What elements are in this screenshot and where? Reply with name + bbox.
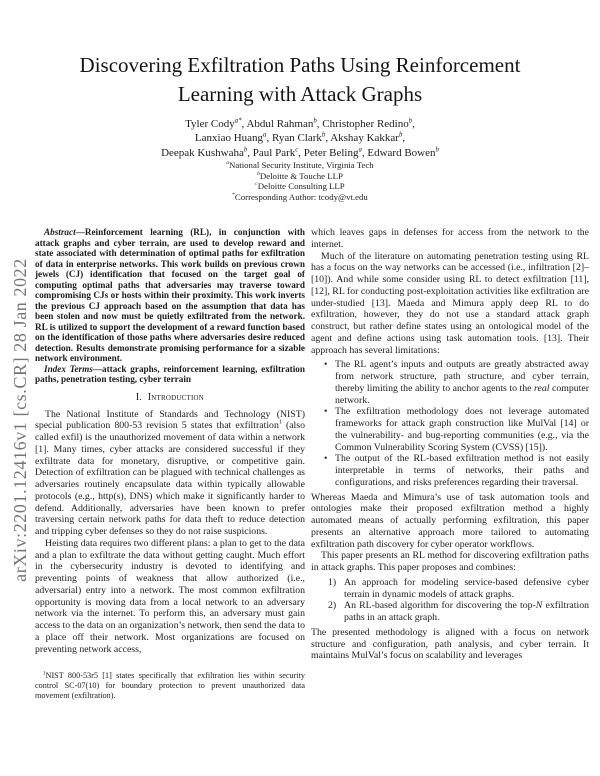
arxiv-watermark: arXiv:2201.12416v1 [cs.CR] 28 Jan 2022 — [10, 258, 30, 582]
limitations-list — [311, 359, 589, 488]
affiliation-line: $^c$Deloitte Consulting LLP — [255, 181, 345, 192]
index-terms: Index Terms—attack graphs, reinforcement learning, exfiltration paths, penetration testing, cyber terrain — [35, 363, 305, 384]
limitation-text: The output of the RL-based exfiltration method is not easily interpretable in terms of networks, their paths and configurations, and risks preferences regarding their traversal. — [335, 453, 589, 488]
section-number: I. — [135, 391, 142, 403]
author-line: Tyler Cody$^{a*}$, Abdul Rahman$^b$, Christopher Redino$^b$, — [185, 117, 415, 130]
footnote: $^1$NIST 800-53r5 [1] states specifically that exfiltration lies within security control SC-07(10) for boundary protection to prevent unauthorized data movement (exfiltration). — [35, 670, 305, 701]
author-list — [80, 117, 520, 160]
contribution-item — [311, 577, 589, 601]
limitation-text: The exfiltration methodology does not leverage automated frameworks for attack graph construction like MulVal [14] or the vulnerability- and bug-reporting communities (e.g., via the Common Vulnerability Scoring System (CVSS) [15]). — [335, 406, 589, 453]
limitation-item — [311, 406, 589, 453]
section-title: Introduction — [147, 391, 205, 403]
intro-paragraph-1: The National Institute of Standards and Technology (NIST) special publication 800-53 revision 5 states that exfiltration$^1$ (also called exfil) is the unauthorized movement of data within a network [1]. Many times, cyber attacks are considered successful if they exfiltrate data for monetary, disruptive, or competitive gain. Detection of exfiltration can be plagued with technical challenges as adversaries routinely encapsulate data within typically allowable protocols (e.g., http(s), DNS) which make it significantly harder to defend. Additionally, adversaries have been known to prefer traversing certain network paths for data theft to reduce detection and tripping cyber defenses so they do not raise suspicions. — [35, 408, 305, 537]
contributions-list — [311, 577, 589, 624]
affiliation-line: $^a$National Security Institute, Virginia Tech — [226, 160, 374, 170]
contribution-item — [311, 600, 589, 624]
author-line: Lanxiao Huang$^a$, Ryan Clark$^b$, Akshay Kakkar$^b$, — [194, 131, 406, 145]
affiliation-line: *Corresponding Author: tcody@vt.edu — [232, 191, 368, 202]
limitation-item — [311, 359, 589, 406]
limitation-item — [311, 453, 589, 488]
bullet-marker: • — [324, 453, 328, 465]
intro-paragraph-3: Much of the literature on automating penetration testing using RL has a focus on the way networks can be accessed (i.e., infiltration [2]–[10]). And while some consider using RL to detect exfiltration [11], [12], RL for conducting post-exploitation activities like exfiltration are under-studied [13]. Maeda and Mimura apply deep RL to do exfiltration, however, they do not use a standard attack graph construct, but rather define states using an ontological model of the agent and define actions using task automation tools. [13]. Their approach has several limitations: — [311, 250, 589, 356]
item-number: 1) — [328, 576, 337, 588]
intro-paragraph-4: Whereas Maeda and Mimura’s use of task automation tools and ontologies make their proposed exfiltration method a highly automated means of actually performing exfiltration, this paper presents an alternative approach more tailored to automating exfiltration path discovery for cyber operator workflows. — [311, 491, 589, 550]
abstract: Abstract—Reinforcement learning (RL), in conjunction with attack graphs and cyber terrain, are used to develop reward and state associated with determination of optimal paths for exfiltration of data in enterprise networks. This work builds on previous crown jewels (CJ) identification that focused on the target goal of computing optimal paths that adversaries may traverse toward compromising CJs or hosts within their proximity. This work inverts the previous CJ approach based on the assumption that data has been stolen and now must be quietly exfiltrated from the network. RL is utilized to support the development of a reward function based on the identification of those paths where adversaries desire reduced detection. Results demonstrate promising performance for a sizable network environment. — [35, 227, 305, 363]
title-line-2: Learning with Attack Graphs — [177, 81, 423, 106]
left-column — [35, 227, 305, 655]
bullet-marker: • — [324, 359, 328, 371]
intro-paragraph-2-continued: which leaves gaps in defenses for access from the network to the internet. — [311, 227, 589, 250]
intro-paragraph-6: The presented methodology is aligned with a focus on network structure and configuration, path analysis, and cyber terrain. It maintains MulVal’s focus on scalability and leverages — [311, 626, 589, 662]
limitation-text: The RL agent’s inputs and outputs are greatly abstracted away from network structure, path structure, and cyber terrain, thereby limiting the ability to anchor agents to the real computer network. — [335, 359, 589, 406]
intro-paragraph-2: Heisting data requires two different plans: a plan to get to the data and a plan to exfiltrate the data without getting caught. Much effort in the cybersecurity industry is devoted to identifying and preventing points of weakness that allow authorized (i.e., adversarial) entry into a network. The most common exfiltration opportunity is moving data from a local network to an adversary network via the internet. To perform this, an adversary must gain access to the data on an organization’s network, then send the data to a place off their network. Most organizations are focused on preventing network access, — [35, 537, 305, 655]
affiliation-list — [100, 160, 500, 202]
contribution-text: An approach for modeling service-based defensive cyber terrain in dynamic models of attack graphs. — [344, 576, 589, 600]
right-column — [311, 227, 589, 662]
affiliation-line: $^b$Deloitte & Touche LLP — [257, 170, 343, 181]
intro-paragraph-5: This paper presents an RL method for discovering exfiltration paths in attack graphs. This paper proposes and combines: — [311, 550, 589, 573]
author-line: Deepak Kushwaha$^b$, Paul Park$^c$, Peter Beling$^a$, Edward Bowen$^b$ — [161, 146, 439, 159]
title-line-1: Discovering Exfiltration Paths Using Reinforcement — [79, 53, 521, 77]
section-heading-introduction — [35, 392, 305, 404]
bullet-marker: • — [324, 406, 328, 418]
contribution-text: An RL-based algorithm for discovering the top-N exfiltration paths in an attack graph. — [344, 600, 589, 623]
item-number: 2) — [328, 600, 337, 612]
paper-title — [50, 51, 550, 108]
